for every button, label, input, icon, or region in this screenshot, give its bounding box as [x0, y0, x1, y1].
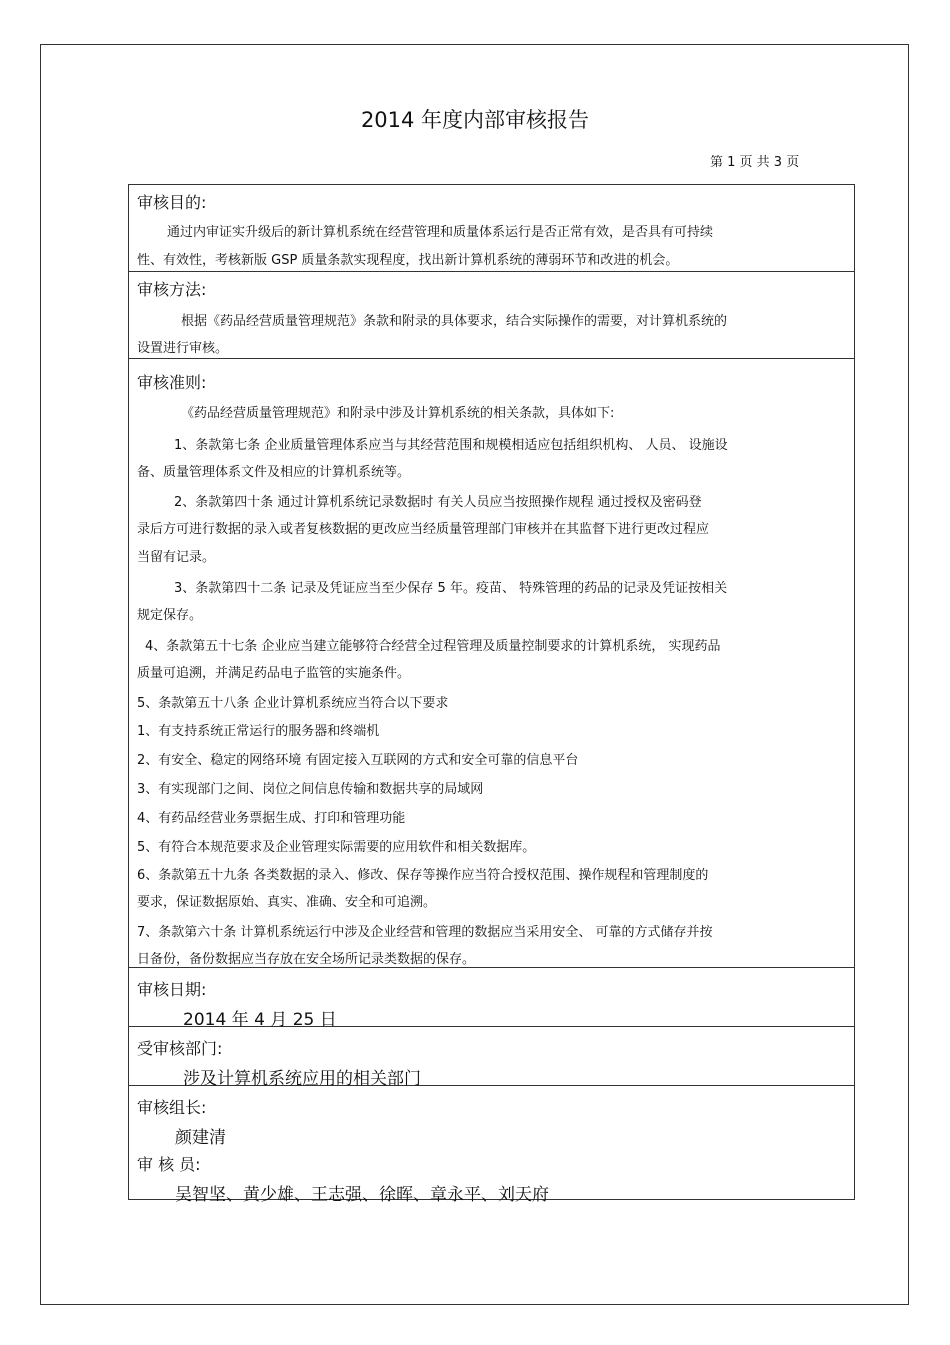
row-divider: [129, 271, 854, 272]
criteria-line: 规定保存。: [137, 608, 203, 623]
audited-department: 涉及计算机系统应用的相关部门: [183, 1069, 421, 1089]
criteria-line: 当留有记录。: [137, 550, 216, 565]
criteria-line: 质量可追溯，并满足药品电子监管的实施条件。: [137, 666, 411, 681]
criteria-line: 4、条款第五十七条 企业应当建立能够符合经营全过程管理及质量控制要求的计算机系统， 实现药品: [145, 639, 721, 654]
method-heading: 审核方法:: [137, 280, 207, 299]
report-title: 2014 年度内部审核报告: [360, 108, 590, 132]
report-table: [128, 184, 855, 1205]
criteria-line: 录后方可进行数据的录入或者复核数据的更改应当经质量管理部门审核并在其监督下进行更改过程应: [137, 522, 710, 537]
criteria-line: 2、有安全、稳定的网络环境 有固定接入互联网的方式和安全可靠的信息平台: [137, 753, 579, 768]
criteria-line: 2、条款第四十条 通过计算机系统记录数据时 有关人员应当按照操作规程 通过授权及密码登: [174, 495, 702, 510]
criteria-line: 1、有支持系统正常运行的服务器和终端机: [137, 724, 380, 739]
dept-heading: 受审核部门:: [137, 1039, 223, 1058]
row-divider: [129, 358, 854, 359]
audit-leader: 颜建清: [175, 1128, 226, 1148]
criteria-line: 4、有药品经营业务票据生成、打印和管理功能: [137, 811, 406, 826]
criteria-line: 3、有实现部门之间、岗位之间信息传输和数据共享的局域网: [137, 782, 484, 797]
members-heading: 审 核 员:: [137, 1155, 201, 1174]
purpose-heading: 审核目的:: [137, 193, 207, 212]
criteria-intro: 《药品经营质量管理规范》和附录中涉及计算机系统的相关条款，具体如下:: [181, 406, 615, 421]
criteria-line: 备、质量管理体系文件及相应的计算机系统等。: [137, 465, 411, 480]
criteria-line: 5、条款第五十八条 企业计算机系统应当符合以下要求: [137, 696, 449, 711]
criteria-line: 6、条款第五十九条 各类数据的录入、修改、保存等操作应当符合授权范围、操作规程和管理制度的: [137, 868, 709, 883]
audit-members: 吴智坚、黄少雄、王志强、徐晖、章永平、刘天府: [175, 1185, 549, 1205]
criteria-line: 3、条款第四十二条 记录及凭证应当至少保存 5 年。疫苗、 特殊管理的药品的记录及凭证按相关: [174, 581, 728, 596]
purpose-line: 性、有效性，考核新版 GSP 质量条款实现程度，找出新计算机系统的薄弱环节和改进的机会。: [137, 253, 679, 268]
criteria-line: 5、有符合本规范要求及企业管理实际需要的应用软件和相关数据库。: [137, 840, 536, 855]
criteria-line: 要求，保证数据原始、真实、准确、安全和可追溯。: [137, 895, 437, 910]
date-heading: 审核日期:: [137, 980, 207, 999]
criteria-heading: 审核准则:: [137, 373, 207, 392]
audit-date: 2014 年 4 月 25 日: [183, 1010, 337, 1030]
leader-heading: 审核组长:: [137, 1098, 207, 1117]
criteria-line: 日备份，备份数据应当存放在安全场所记录类数据的保存。: [137, 952, 476, 967]
method-line: 设置进行审核。: [137, 341, 229, 356]
page-indicator: 第 1 页 共 3 页: [710, 155, 800, 170]
row-divider: [129, 967, 854, 968]
purpose-line: 通过内审证实升级后的新计算机系统在经营管理和质量体系运行是否正常有效，是否具有可持续: [167, 225, 714, 240]
method-line: 根据《药品经营质量管理规范》条款和附录的具体要求，结合实际操作的需要，对计算机系统的: [181, 314, 728, 329]
criteria-line: 7、条款第六十条 计算机系统运行中涉及企业经营和管理的数据应当采用安全、 可靠的方式储存并按: [137, 925, 713, 940]
criteria-line: 1、条款第七条 企业质量管理体系应当与其经营范围和规模相适应包括组织机构、 人员、 设施设: [174, 438, 728, 453]
